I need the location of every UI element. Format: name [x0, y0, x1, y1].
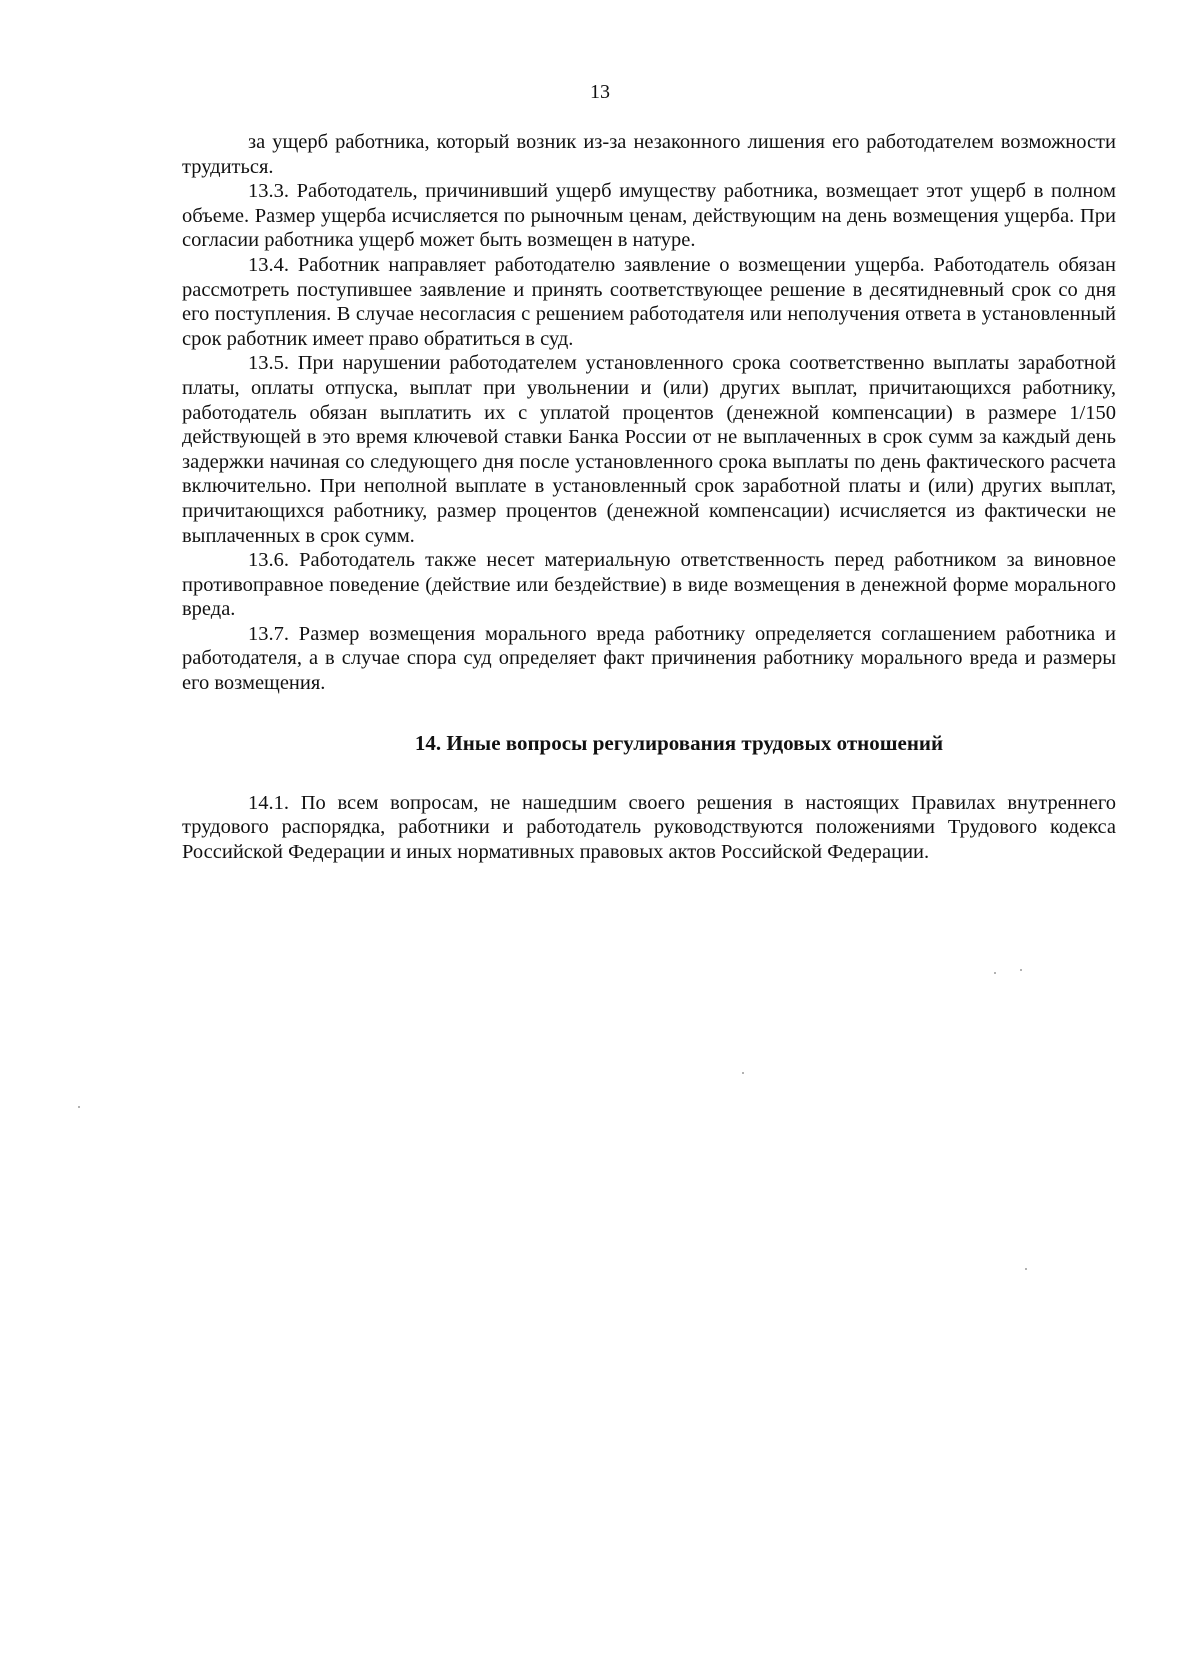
scan-speck [78, 1106, 80, 1108]
paragraph-4: 13.5. При нарушении работодателем установленного срока соответственно выплаты заработной платы, оплаты отпуска, выплат при увольнении и (или) других выплат, причитающихся работнику, работодатель обязан выплатить их с уплатой процентов (денежной компенсации) в размере 1/150 действующей в это время ключевой ставки Банка России от не выплаченных в срок сумм за каждый день задержки начиная со следующего дня после установленного срока выплаты по день фактического расчета включительно. При неполной выплате в установленный срок заработной платы и (или) других выплат, причитающихся работнику, размер процентов (денежной компенсации) исчисляется из фактически не выплаченных в срок сумм. [182, 352, 1116, 547]
document-body [182, 130, 1116, 864]
paragraph-3: 13.4. Работник направляет работодателю заявление о возмещении ущерба. Работодатель обязан рассмотреть поступившее заявление и принять соответствующее решение в десятидневный срок со дня его поступления. В случае несогласия с решением работодателя или неполучения ответа в установленный срок работник имеет право обратиться в суд. [182, 253, 1116, 350]
section-13-continuation [182, 130, 1116, 696]
paragraph-14-1: 14.1. По всем вопросам, не нашедшим своего решения в настоящих Правилах внутреннего трудового распорядка, работники и работодатель руководствуются положениями Трудового кодекса Российской Федерации и иных нормативных правовых актов Российской Федерации. [182, 791, 1116, 863]
scan-speck [1020, 969, 1022, 971]
scan-speck [742, 1072, 744, 1074]
paragraph-6: 13.7. Размер возмещения морального вреда работнику определяется соглашением работника и работодателя, а в случае спора суд определяет факт причинения работнику морального вреда и размеры его возмещения. [182, 622, 1116, 695]
paragraph-1: за ущерб работника, который возник из-за незаконного лишения его работодателем возможности трудиться. [182, 131, 1116, 178]
scan-speck [994, 972, 996, 974]
section-title: 14. Иные вопросы регулирования трудовых отношений [414, 730, 944, 755]
section-14-body [182, 791, 1116, 865]
paragraph-5: 13.6. Работодатель также несет материальную ответственность перед работником за виновное противоправное поведение (действие или бездействие) в виде возмещения в денежной форме морального вреда. [182, 549, 1116, 621]
scan-speck [1025, 1268, 1027, 1270]
paragraph-2: 13.3. Работодатель, причинивший ущерб имуществу работника, возмещает этот ущерб в полном объеме. Размер ущерба исчисляется по рыночным ценам, действующим на день возмещения ущерба. При согласии работника ущерб может быть возмещен в натуре. [182, 180, 1116, 252]
page-number: 13 [590, 81, 610, 103]
